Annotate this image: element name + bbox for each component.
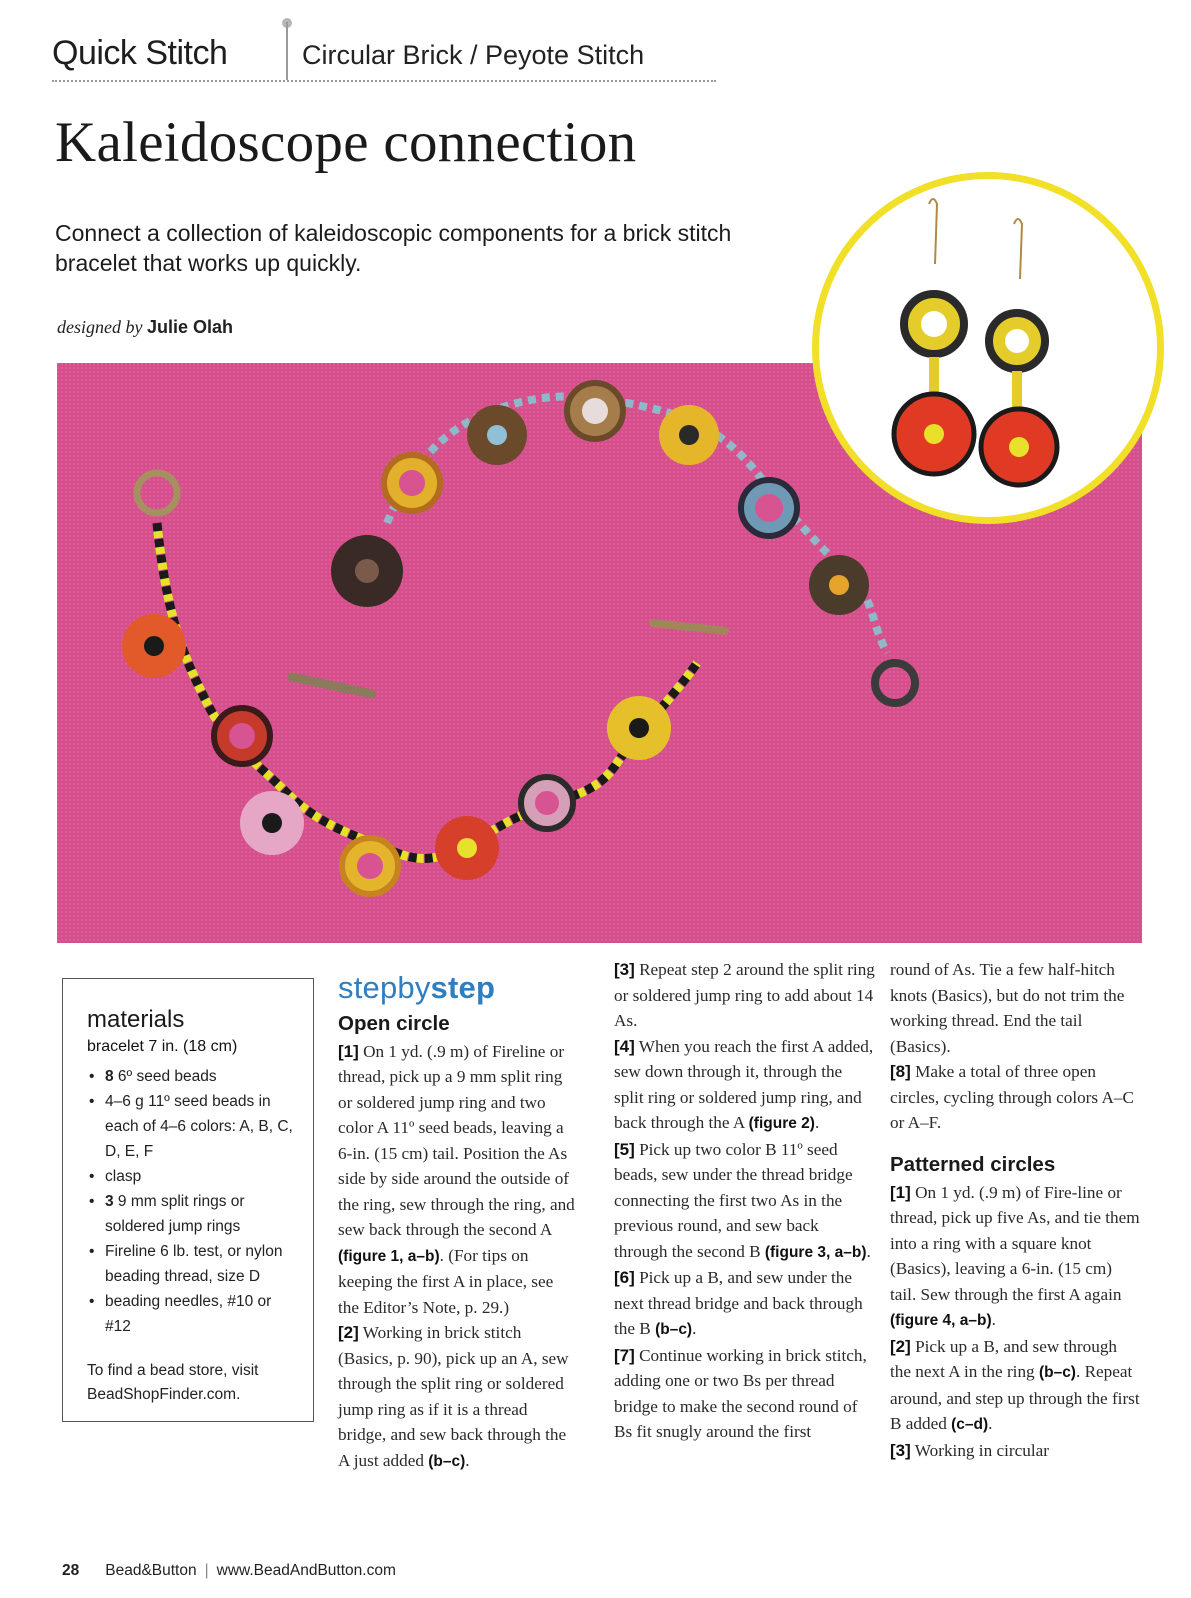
materials-item: • 3 9 mm split rings or soldered jump rings [87, 1189, 295, 1239]
step-paragraph: [5] Pick up two color B 11º seed beads, sew under the thread bridge connecting the first two As in the previous round, and sew back through the second B (figure 3, a–b). [614, 1139, 871, 1261]
step-paragraph: [1] On 1 yd. (.9 m) of Fire-line or thread, pick up five As, and tie them into a ring with a square knot (Basics), leaving a 6-in. (15 cm) tail. Sew through the first A again (figure 4, a–b). [890, 1182, 1140, 1329]
earring-inset-photo [812, 172, 1164, 524]
magazine-name: Bead&Button [105, 1562, 197, 1579]
credit-prefix: designed by [57, 317, 143, 337]
header-dotted-rule [52, 80, 716, 82]
step-paragraph: [2] Working in brick stitch (Basics, p. 90), pick up an A, sew through the split ring or soldered jump ring as if it is a thread bridge, and sew back through the A just added (b–c). [338, 1323, 569, 1470]
designer-credit [57, 317, 233, 338]
article-column-3 [890, 957, 1140, 1463]
designer-name: Julie Olah [146, 317, 234, 337]
subhead-open-circle: Open circle [338, 1011, 450, 1035]
step-paragraph: [6] Pick up a B, and sew under the next thread bridge and back through the B (b–c). [614, 1268, 863, 1338]
materials-heading: materials [87, 1006, 185, 1033]
article-deck: Connect a collection of kaleidoscopic components for a brick stitch bracelet that works up quickly. [55, 220, 732, 276]
magazine-url[interactable]: www.BeadAndButton.com [216, 1562, 396, 1579]
step-paragraph: [7] Continue working in brick stitch, adding one or two Bs per thread bridge to make the second round of Bs fit snugly around the first [614, 1345, 867, 1441]
section-name: Quick Stitch [52, 34, 228, 72]
materials-item: • beading needles, #10 or #12 [87, 1289, 295, 1339]
step-paragraph: [3] Repeat step 2 around the split ring or soldered jump ring to add about 14 As. [614, 960, 875, 1030]
materials-item: • 8 6º seed beads [87, 1064, 295, 1089]
step-paragraph: [2] Pick up a B, and sew through the next A in the ring (b–c). Repeat around, and step up through the first B added (c–d). [890, 1336, 1140, 1433]
step-paragraph: [1] On 1 yd. (.9 m) of Fireline or thread, pick up a 9 mm split ring or soldered jump ring and two color A 11º seed beads, leaving a 6-in. (15 cm) tail. Position the As side by side around the outside of the ring, sew through the ring, and sew back through the second A (figure 1, a–b). (For tips on keeping the first A in place, see the Editor’s Note, p. 29.) [338, 1041, 575, 1317]
step-paragraph: [8] Make a total of three open circles, cycling through colors A–C or A–F. [890, 1062, 1134, 1132]
article-title: Kaleidoscope connection [55, 111, 637, 174]
page-number: 28 [62, 1562, 80, 1579]
page-footer: 28 Bead&Button | www.BeadAndButton.com [62, 1562, 396, 1579]
materials-item: • Fireline 6 lb. test, or nylon beading thread, size D [87, 1239, 295, 1289]
header-divider [286, 22, 288, 80]
section-topic: Circular Brick / Peyote Stitch [302, 40, 645, 70]
materials-box [62, 978, 314, 1422]
section-header [52, 28, 712, 80]
step-by-step-logo: stepbystep [338, 970, 496, 1005]
step-paragraph: [4] When you reach the first A added, sew down through it, through the split ring or soldered jump ring, and back through the A (figure 2). [614, 1036, 874, 1132]
materials-item: • 4–6 g 11º seed beads in each of 4–6 colors: A, B, C, D, E, F [87, 1089, 295, 1164]
step-paragraph: [3] Working in circular [890, 1440, 1049, 1460]
bead-store-note: To find a bead store, visit BeadShopFinder.com. [87, 1362, 259, 1403]
earring-illustration [819, 179, 1157, 517]
materials-list [87, 1064, 295, 1339]
subhead-patterned-circles: Patterned circles [890, 1152, 1056, 1176]
materials-subheading: bracelet 7 in. (18 cm) [87, 1038, 238, 1055]
article-column-2 [614, 957, 876, 1445]
materials-item: • clasp [87, 1164, 295, 1189]
article-column-1 [338, 970, 578, 1474]
step-paragraph-continued: round of As. Tie a few half-hitch knots (Basics), but do not trim the working thread. End the tail (Basics). [890, 960, 1125, 1056]
